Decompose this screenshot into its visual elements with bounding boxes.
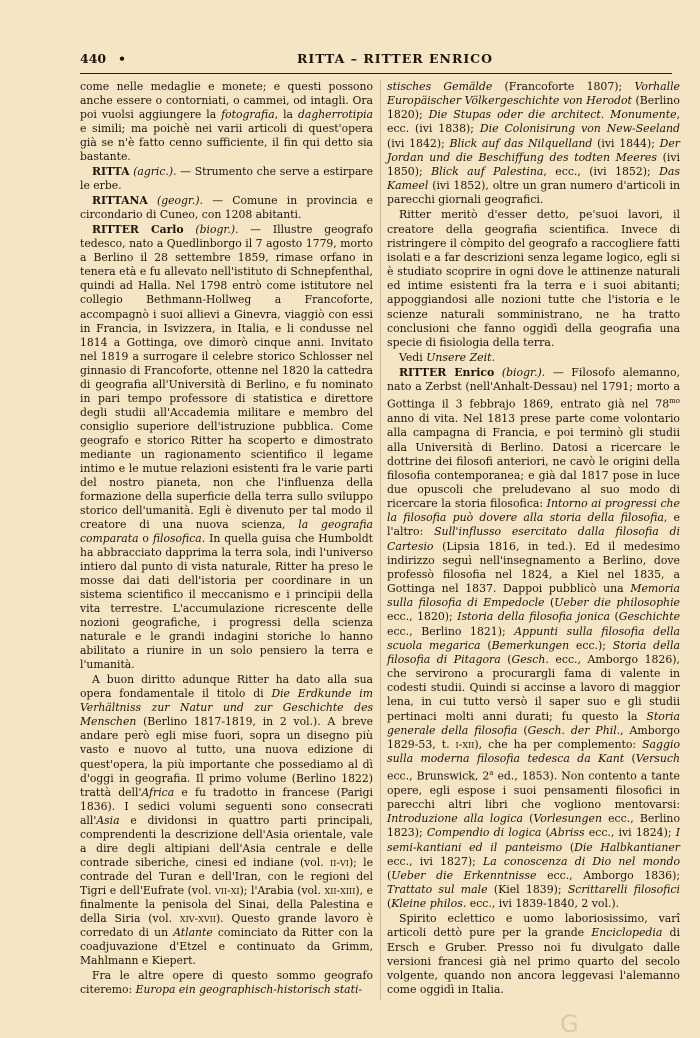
watermark: G — [560, 1010, 579, 1038]
left-column — [80, 80, 373, 997]
headword: RITTA — [92, 165, 130, 179]
right-column — [387, 80, 680, 997]
column-separator — [380, 80, 381, 1000]
paragraph: come nelle medaglie e monete; e questi possono anche essere o contorniati, o cammei, od intagli. Ora poi vuolsi aggiungere la fotografia, la dagherrotipia e simili; ma poichè nei varii articoli di quest'opera già se n'è fatto cenno sufficiente, il fin qui detto sia bastante. — [80, 80, 373, 164]
paragraph: A buon diritto adunque Ritter ha dato alla sua opera fondamentale il titolo di Die Erdkunde im Verhältniss zur Natur und zur Geschichte des Menschen (Berlino 1817-1819, in 2 vol.). A breve andare però egli mise fuori, sopra un disegno più vasto e nuovo al tutto, una nuova edizione di quest'opera, la più importante che possediamo al dì d'oggi in geografia. Il primo volume (Berlino 1822) trattà dell'Africa e fu tradotto in francese (Parigi 1836). I sedici volumi seguenti sono consecrati all'Asia e dividonsi in quattro parti principali, comprendenti la descrizione dell'Asia orientale, vale a dire degli altipiani dell'Asia centrale e delle contrade siberiche, cinesi ed indiane (vol. ii-vi); le contrade del Turan e dell'Iran, con le regioni del Tigri e dell'Eufrate (vol. vii-xi); l'Arabia (vol. xii-xiii), e finalmente la penisola del Sinai, della Palestina e della Siria (vol. xiv-xvii). Questo grande lavoro è corredato di un Atlante cominciato da Ritter con la coadjuvazione d'Etzel e continuato da Grimm, Mahlmann e Kiepert. — [80, 673, 374, 967]
entry-ritter-carlo: RITTER Carlo (biogr.). — Illustre geografo tedesco, nato a Quedlinborgo il 7 agosto 1779, morto a Berlino il 28 settembre 1859, rimase orfano in tenera età e fu allevato nell'istituto di Schnepfenthal, quindi ad Halla. Nel 1798 entrò come istitutore nel collegio Bethmann-Hollweg a Francoforte, accompagnò i suoi allievi a Ginevra, viaggiò con essi in Francia, in Isvizzera, in Italia, e li condusse nel 1814 a Gottinga, ove dimorò cinque anni. Invitato nel 1819 a surrogare il celebre storico Schlosser nel ginnasio di Francoforte, ottenne nel 1820 la cattedra di geografia all'Università di Berlino, e fu nominato in pari tempo professore di statistica e direttore degli studii all'Accademia militare e membro del consiglio superiore dell'istruzione pubblica. Come geografo e storico Ritter ha scoperto e dimostrato mediante un ragionamento scientifico il legame intimo e le mutue relazioni esistenti fra le varie parti del nostro pianeta, non che l'influenza della formazione della superficie della terra sullo sviluppo storico dell'umanità. Egli è divenuto per tal modo il creatore di una nuova scienza, la geografia comparata o filosofica. In quella guisa che Humboldt ha abbracciato dapprima la terra sola, indi l'universo intiero dal punto di vista naturale, Ritter ha preso le mosse dai dati dell'istoria per coordinare in un sistema scientifico il meccanismo e i principii della vita terrestre. L'accumulazione ricrescente delle nozioni geografiche, i progressi della scienza naturale e le grandi indagini storiche lo hanno abilitato a riunire in un solo pensiero la terra e l'umanità. — [80, 223, 374, 672]
header-bullet: • — [118, 51, 126, 66]
paragraph: stisches Gemälde (Francoforte 1807); Vorhalle Europäischer Völkergeschichte von Herodot (Berlino 1820); Die Stupas oder die architect. Monumente, ecc. (ivi 1838); Die Colonisirung von New-Seeland (ivi 1842); Blick auf das Nilquelland (ivi 1844); Der Jordan und die Beschiffung des todten Meeres (ivi 1850); Blick auf Palestina, ecc., (ivi 1852); Das Kameel (ivi 1852), oltre un gran numero d'articoli in parecchi giornali geografici. — [387, 80, 681, 207]
running-title: RITTA – RITTER ENRICO — [296, 51, 494, 66]
headword: RITTER Enrico — [399, 366, 495, 380]
running-header — [80, 48, 670, 70]
entry-ritta: RITTA (agric.). — Strumento che serve a estirpare le erbe. — [80, 165, 373, 193]
paragraph: Ritter meritò d'esser detto, pe'suoi lavori, il creatore della geografia scientifica. Invece di ristringere il còmpito del geografo a raccogliere fatti isolati e a far descrizioni senza legame logico, egli si è studiato scoprire in ogni dove le attinenze naturali ed intime esistenti fra la terra e i suoi abitanti; appoggiandosi alle nozioni tutte che l'istoria e le scienze naturali somministrano, ne ha tratto conclusioni che fanno oggidì della geografia una specie di fisiologia della terra. — [387, 208, 680, 349]
paragraph: Spirito eclettico e uomo laboriosissimo, varî articoli dettò pure per la grande Enciclopedia di Ersch e Gruber. Presso noi fu divulgato dalle versioni francesi già nel primo quarto del secolo volgente, quando non ancora leggevasi l'alemanno come oggidì in Italia. — [387, 912, 681, 997]
header-rule — [80, 73, 672, 74]
entry-rittana: RITTANA (geogr.). — Comune in provincia e circondario di Cuneo, con 1208 abitanti. — [80, 194, 374, 222]
page-number: 440 — [80, 51, 107, 66]
headword: RITTER Carlo — [92, 223, 184, 237]
see-also: Vedi Unsere Zeit. — [399, 350, 495, 364]
headword: RITTANA — [92, 194, 148, 208]
paragraph: Fra le altre opere di questo sommo geografo citeremo: Europa ein geographisch-historisch stati- — [80, 968, 373, 996]
entry-ritter-enrico: RITTER Enrico (biogr.). — Filosofo alemanno, nato a Zerbst (nell'Anhalt-Dessau) nel 1791; morto a Gottinga il 3 febbrajo 1869, entrato già nel $78^{mo}$ anno di vita. Nel 1813 prese parte come volontario alla campagna di Francia, e poi terminò gli studii alla Università di Berlino. Datosi a ricercare le dottrine dei filosofi anteriori, ne cavò le origini della filosofia contemporanea; e già dal 1817 pose in luce due opuscoli che preludevano al suo modo di ricercare la storia filosofica: Intorno ai progressi che la filosofia può dovere alla storia della filosofia, e l'altro: Sull'influsso esercitato dalla filosofia di Cartesio (Lipsia 1816, in ted.). Ed il medesimo indirizzo seguì nell'insegnamento a Berlino, dove professò filosofia nel 1824, a Kiel nel 1835, a Gottinga nel 1837. Dappoi pubblicò una Memoria sulla filosofia di Empedocle (Ueber die philosophie ecc., 1820); Istoria della filosofia jonica (Geschichte ecc., Berlino 1821); Appunti sulla filosofia della scuola megarica (Bemerkungen ecc.); Storia della filosofia di Pitagora (Gesch. ecc., Amborgo 1826), che servirono a procurargli fama di valente in codesti studii. Quindi si accinse a lavoro di maggior lena, in cui tutto versò il saper suo e gli studii pertinaci molti anni durati; fu questo la Storia generale della filosofia (Gesch. der Phil., Amborgo 1829-53, t. i-xii), che ha per complemento: Saggio sulla moderna filosofia tedesca da Kant (Versuch ecc., Brunswick, 2$^a$ ed., 1853). Non contento a tante opere, egli espose i suoi pensamenti filosofici in parecchi altri libri che vogliono mentovarsi: Introduzione alla logica (Vorlesungen ecc., Berlino 1823); Compendio di logica (Abriss ecc., ivi 1824); I semi-kantiani ed il panteismo (Die Halbkantianer ecc., ivi 1827); La conoscenza di Dio nel mondo (Ueber die Erkenntnisse ecc., Amborgo 1836); Trattato sul male (Kiel 1839); Scrittarelli filosofici (Kleine philos. ecc., ivi 1839-1840, 2 vol.). — [387, 366, 681, 911]
